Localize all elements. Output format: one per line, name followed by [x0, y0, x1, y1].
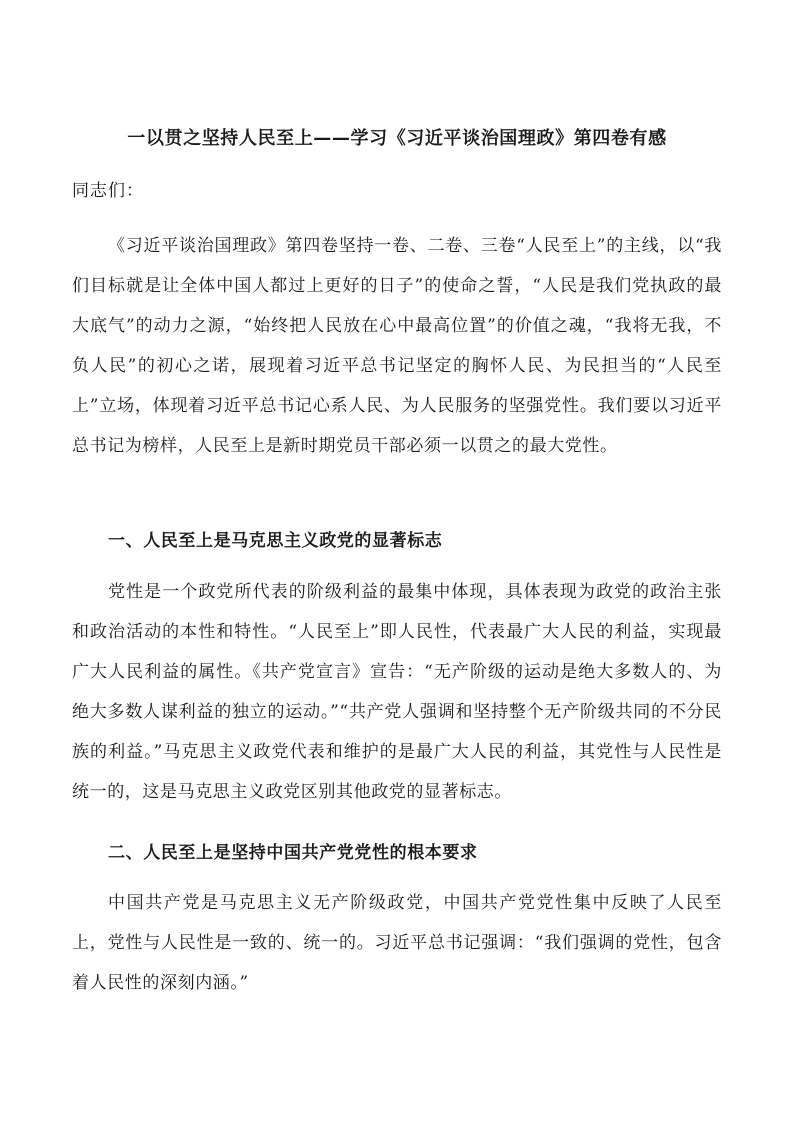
salutation: 同志们：	[72, 181, 144, 201]
section-heading-2: 二、人民至上是坚持中国共产党党性的根本要求	[108, 843, 478, 863]
paragraph-intro: 《习近平谈治国理政》第四卷坚持一卷、二卷、三卷“人民至上”的主线，以“我们目标就是让全体中国人都过上更好的日子”的使命之誓，“人民是我们党执政的最大底气”的动力之源，“始终把人民放在心中最高位置”的价值之魂，“我将无我，不负人民”的初心之诺，展现着习近平总书记坚定的胸怀人民、为民担当的“人民至上”立场，体现着习近平总书记心系人民、为人民服务的坚强党性。我们要以习近平总书记为榜样，人民至上是新时期党员干部必须一以贯之的最大党性。	[72, 236, 722, 456]
section-heading-1: 一、人民至上是马克思主义政党的显著标志	[108, 531, 443, 551]
document-title: 一以贯之坚持人民至上——学习《习近平谈治国理政》第四卷有感	[127, 128, 667, 149]
paragraph-section-1: 党性是一个政党所代表的阶级利益的最集中体现，具体表现为政党的政治主张和政治活动的本性和特性。“人民至上”即人民性，代表最广大人民的利益，实现最广大人民利益的属性。《共产党宣言》宣告：“无产阶级的运动是绝大多数人的、为绝大多数人谋利益的独立的运动。”“共产党人强调和坚持整个无产阶级共同的不分民族的利益。”马克思主义政党代表和维护的是最广大人民的利益，其党性与人民性是统一的，这是马克思主义政党区别其他政党的显著标志。	[72, 582, 722, 802]
paragraph-section-2: 中国共产党是马克思主义无产阶级政党，中国共产党党性集中反映了人民至上，党性与人民性是一致的、统一的。习近平总书记强调：“我们强调的党性，包含着人民性的深刻内涵。”	[72, 893, 722, 993]
